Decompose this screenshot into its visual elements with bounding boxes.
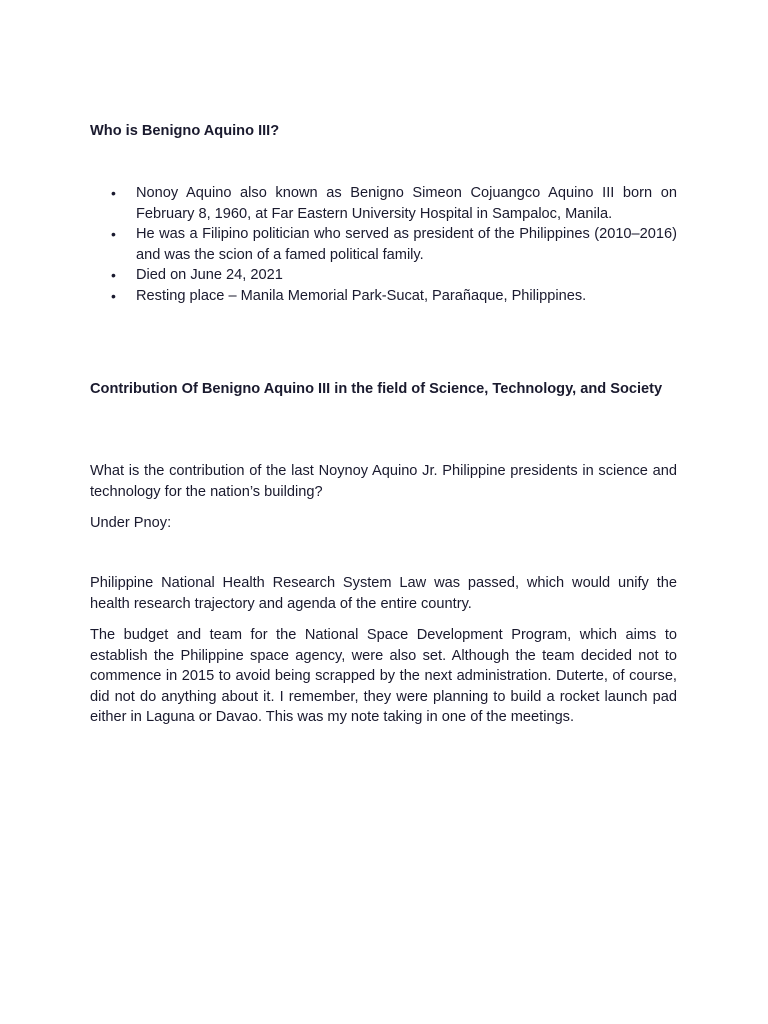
space-program-paragraph: The budget and team for the National Space Development Program, which aims to establish the Philippine space agency, were also set. Although the team decided not to commence in 2015 to avoid being scrapped by the next administration. Duterte, of course, did not do anything about it. I remember, they were planning to build a rocket launch pad either in Laguna or Davao. This was my note taking in one of the meetings.: [90, 627, 677, 725]
list-item-text: Resting place – Manila Memorial Park-Sucat, Parañaque, Philippines.: [136, 287, 587, 304]
biography-bullet-list: [90, 183, 677, 306]
bullet-icon: •: [111, 267, 116, 283]
bullet-icon: •: [111, 226, 116, 242]
section-heading-who-is: Who is Benigno Aquino III?: [90, 123, 280, 139]
question-paragraph: What is the contribution of the last Noynoy Aquino Jr. Philippine presidents in science and technology for the nation’s building?: [90, 463, 677, 500]
under-pnoy-label: Under Pnoy:: [90, 515, 172, 531]
list-item: [90, 286, 677, 307]
list-item: [90, 265, 677, 286]
health-research-paragraph: Philippine National Health Research System Law was passed, which would unify the health research trajectory and agenda of the entire country.: [90, 575, 677, 612]
bullet-icon: •: [111, 287, 116, 304]
list-item: [90, 183, 677, 224]
list-item-text: Died on June 24, 2021: [136, 267, 283, 283]
list-item: [90, 224, 677, 265]
section-heading-contribution: Contribution Of Benigno Aquino III in the field of Science, Technology, and Society: [90, 381, 663, 397]
list-item-text: He was a Filipino politician who served as president of the Philippines (2010–2016) and was the scion of a famed political family.: [136, 226, 677, 263]
list-item-text: Nonoy Aquino also known as Benigno Simeon Cojuangco Aquino III born on February 8, 1960, at Far Eastern University Hospital in Sampaloc, Manila.: [136, 185, 677, 222]
bullet-icon: •: [111, 185, 116, 201]
